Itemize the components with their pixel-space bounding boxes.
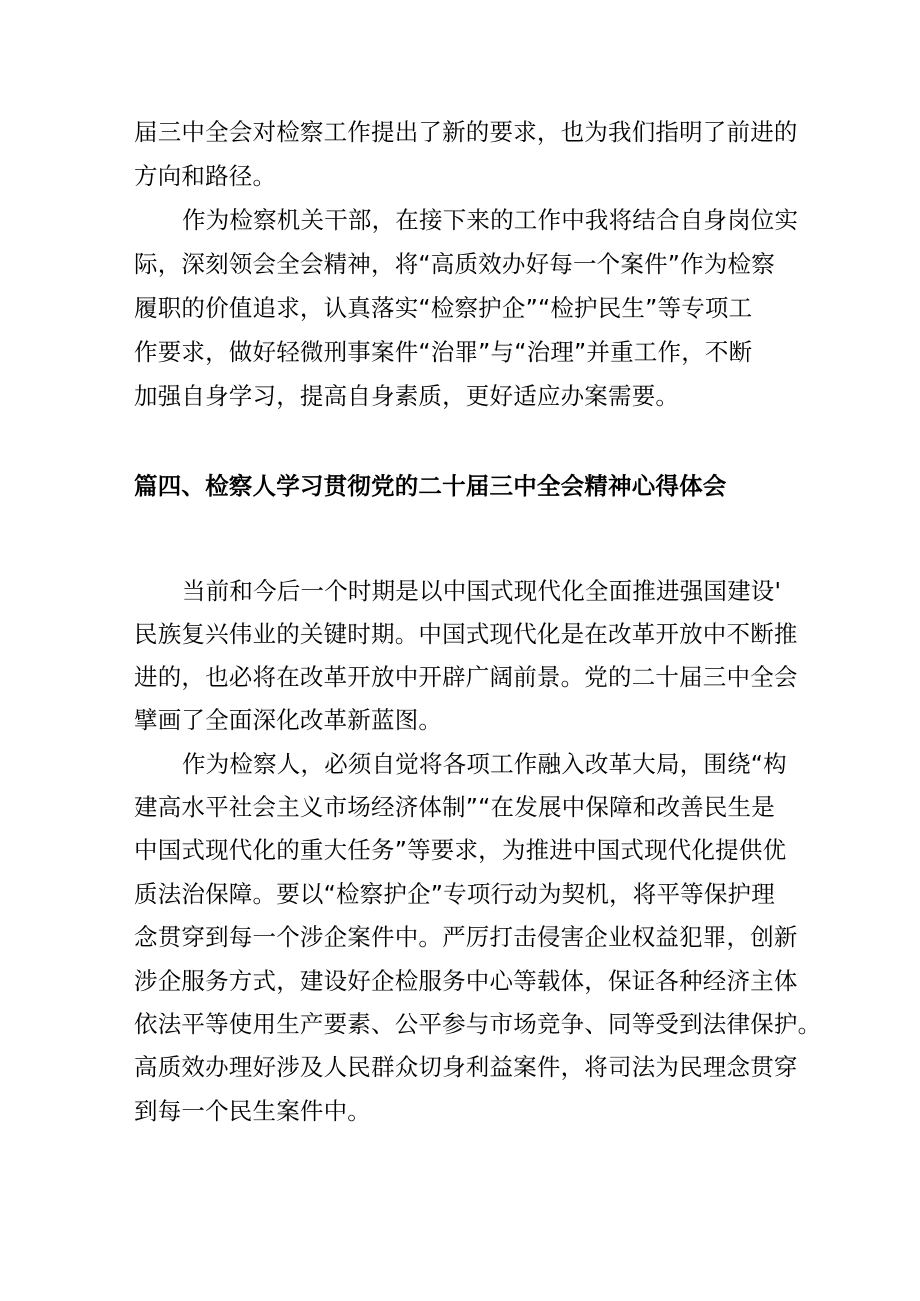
paragraph-line: 依法平等使用生产要素、公平参与市场竞争、同等受到法律保护。 <box>134 1010 822 1038</box>
section-heading: 篇四、检察人学习贯彻党的二十届三中全会精神心得体会 <box>134 472 727 500</box>
paragraph-line: 质法治保障。要以“检察护企”专项行动为契机，将平等保护理 <box>134 880 775 908</box>
paragraph-line: 方向和路径。 <box>134 162 277 190</box>
paragraph-line: 作为检察人，必须自觉将各项工作融入改革大局，围绕“构 <box>182 750 787 778</box>
paragraph-line: 作为检察机关干部，在接下来的工作中我将结合自身岗位实 <box>182 206 799 234</box>
paragraph-line: 进的，也必将在改革开放中开辟广阔前景。党的二十届三中全会 <box>134 663 798 691</box>
paragraph-line: 履职的价值追求，认真落实“检察护企”“检护民生”等专项工 <box>134 294 753 322</box>
paragraph-line: 中国式现代化的重大任务”等要求，为推进中国式现代化提供优 <box>134 836 787 864</box>
paragraph-line: 擘画了全面深化改革新蓝图。 <box>134 706 443 734</box>
paragraph-line: 建高水平社会主义市场经济体制”“在发展中保障和改善民生是 <box>134 793 775 821</box>
paragraph-line: 念贯穿到每一个涉企案件中。严厉打击侵害企业权益犯罪，创新 <box>134 923 798 951</box>
paragraph-line: 高质效办理好涉及人民群众切身利益案件，将司法为民理念贯穿 <box>134 1053 798 1081</box>
paragraph-line: 民族复兴伟业的关键时期。中国式现代化是在改革开放中不断推 <box>134 620 798 648</box>
paragraph-line: 作要求，做好轻微刑事案件“治罪”与“治理”并重工作，不断 <box>134 338 753 366</box>
paragraph-line: 当前和今后一个时期是以中国式现代化全面推进强国建设' <box>182 577 782 605</box>
paragraph-line: 涉企服务方式，建设好企检服务中心等载体，保证各种经济主体 <box>134 967 798 995</box>
paragraph-line: 届三中全会对检察工作提出了新的要求，也为我们指明了前进的 <box>134 118 798 146</box>
paragraph-line: 际，深刻领会全会精神，将“高质效办好每一个案件”作为检察 <box>134 250 775 278</box>
paragraph-line: 加强自身学习，提高自身素质，更好适应办案需要。 <box>134 382 680 410</box>
paragraph-line: 到每一个民生案件中。 <box>134 1097 371 1125</box>
